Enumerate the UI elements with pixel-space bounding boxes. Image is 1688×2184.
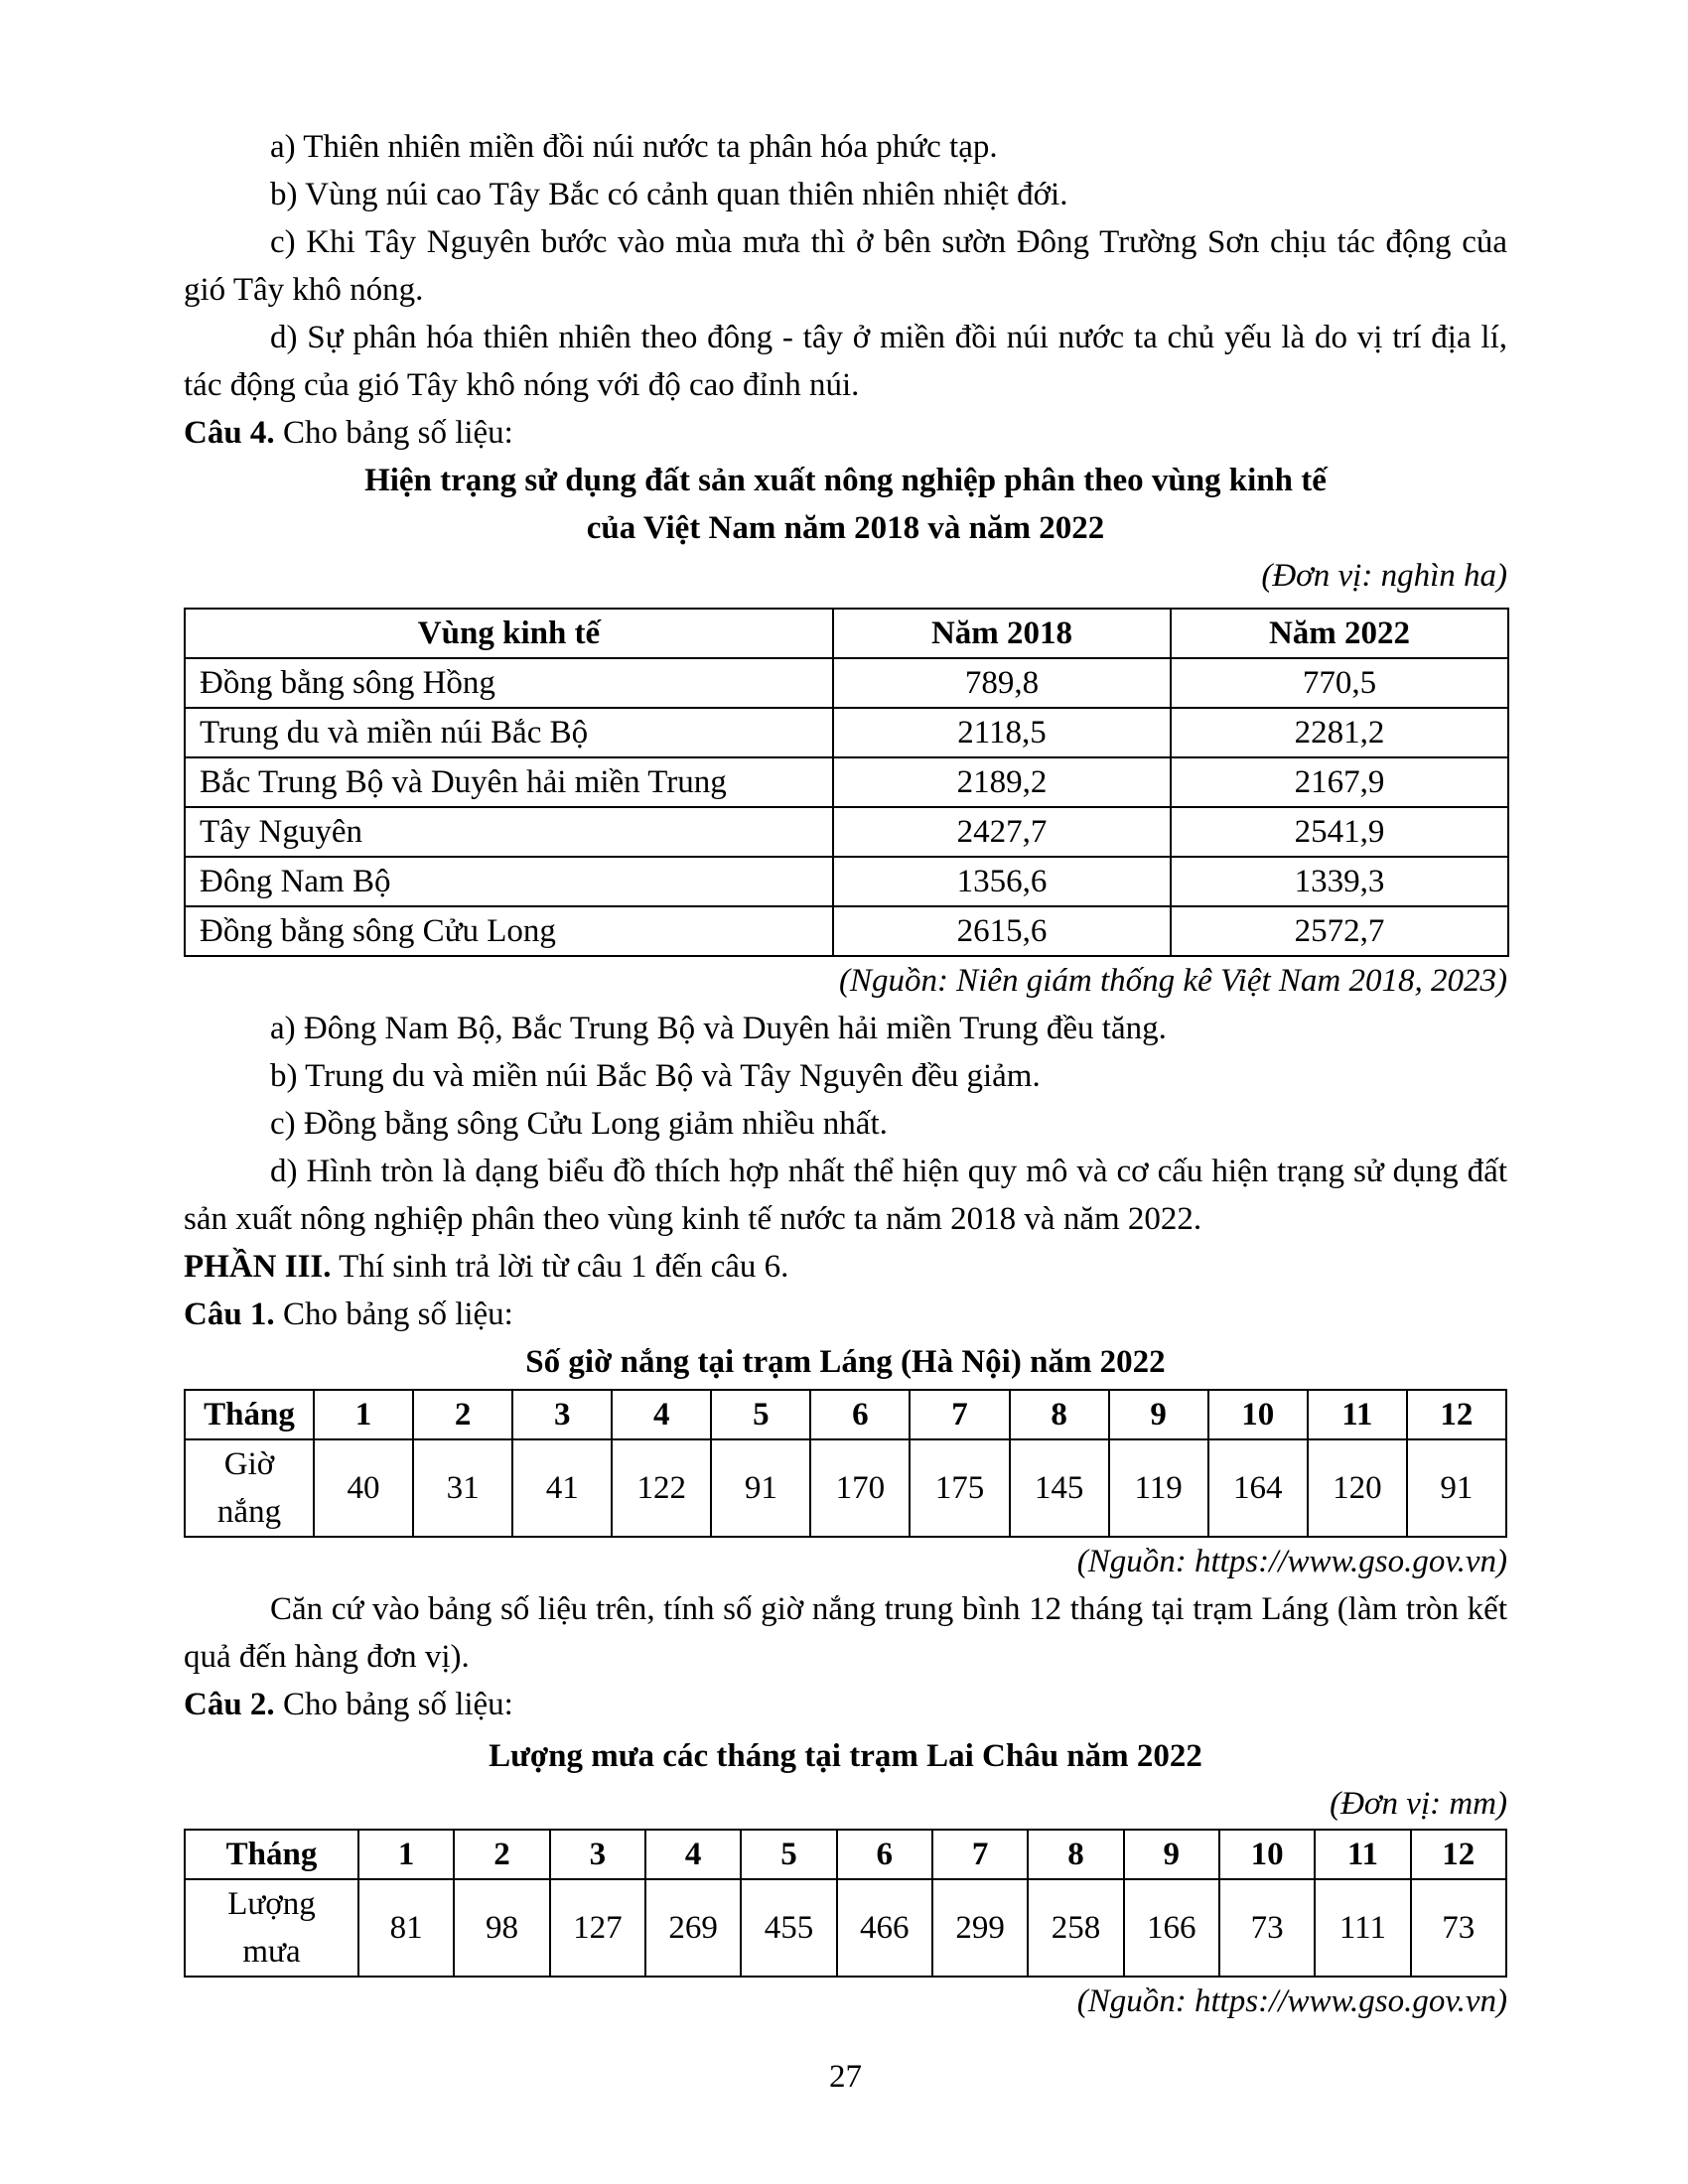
value-cell: 73 [1219, 1879, 1315, 1977]
month-cell: 7 [910, 1390, 1009, 1439]
value-cell: 1356,6 [833, 857, 1171, 906]
value-cell: 770,5 [1171, 658, 1508, 708]
cau2-source-note: (Nguồn: https://www.gso.gov.vn) [1076, 1983, 1507, 2019]
value-cell: 119 [1109, 1439, 1208, 1537]
cau4-intro: Cho bảng số liệu: [274, 415, 513, 451]
col-header-2022: Năm 2022 [1171, 609, 1508, 658]
phan3-heading [184, 1243, 1507, 1291]
month-cell: 2 [413, 1390, 512, 1439]
value-cell: 2281,2 [1171, 708, 1508, 757]
region-cell: Đồng bằng sông Hồng [185, 658, 833, 708]
cau4-option-d: d) Hình tròn là dạng biểu đồ thích hợp nhất thể hiện quy mô và cơ cấu hiện trạng sử dụng đất sản xuất nông nghiệp phân theo vùng kinh tế nước ta năm 2018 và năm 2022. [184, 1154, 1507, 1237]
cau2-table-title: Lượng mưa các tháng tại trạm Lai Châu năm 2022 [489, 1738, 1202, 1774]
value-cell: 1339,3 [1171, 857, 1508, 906]
value-cell: 170 [810, 1439, 910, 1537]
cau4-option-c: c) Đồng bằng sông Cửu Long giảm nhiều nhất. [270, 1106, 888, 1142]
table-row [185, 807, 1508, 857]
value-cell: 164 [1208, 1439, 1308, 1537]
cau4-source-note: (Nguồn: Niên giám thống kê Việt Nam 2018, 2023) [838, 963, 1507, 999]
table-row [185, 757, 1508, 807]
value-cell: 269 [645, 1879, 741, 1977]
value-cell: 91 [1407, 1439, 1506, 1537]
value-cell: 258 [1028, 1879, 1123, 1977]
cau2-heading [184, 1681, 1507, 1728]
land-use-table [184, 608, 1509, 957]
cau1-task-text: Căn cứ vào bảng số liệu trên, tính số giờ nắng trung bình 12 tháng tại trạm Láng (làm tròn kết quả đến hàng đơn vị). [184, 1591, 1507, 1675]
value-cell: 2118,5 [833, 708, 1171, 757]
month-cell: 5 [711, 1390, 810, 1439]
month-cell: 3 [550, 1830, 645, 1879]
value-cell: 145 [1010, 1439, 1109, 1537]
value-cell: 111 [1315, 1879, 1410, 1977]
month-row-header: Tháng [185, 1830, 358, 1879]
month-cell: 10 [1208, 1390, 1308, 1439]
sun-hours-table [184, 1389, 1507, 1538]
cau2-label: Câu 2. [184, 1687, 275, 1722]
month-cell: 1 [314, 1390, 413, 1439]
month-cell: 6 [837, 1830, 932, 1879]
table-row [185, 857, 1508, 906]
value-cell: 175 [910, 1439, 1009, 1537]
table-header-row [185, 1390, 1506, 1439]
cau4-label: Câu 4. [184, 415, 275, 451]
region-cell: Đồng bằng sông Cửu Long [185, 906, 833, 956]
cau4-heading [184, 409, 1507, 457]
month-row-header: Tháng [185, 1390, 314, 1439]
cau4-table-title-line1: Hiện trạng sử dụng đất sản xuất nông nghiệp phân theo vùng kinh tế [364, 463, 1327, 498]
region-cell: Trung du và miền núi Bắc Bộ [185, 708, 833, 757]
region-cell: Bắc Trung Bộ và Duyên hải miền Trung [185, 757, 833, 807]
value-cell: 299 [932, 1879, 1028, 1977]
value-cell: 2167,9 [1171, 757, 1508, 807]
value-cell: 40 [314, 1439, 413, 1537]
value-cell: 455 [741, 1879, 836, 1977]
phan3-text: Thí sinh trả lời từ câu 1 đến câu 6. [331, 1249, 789, 1285]
value-cell: 122 [612, 1439, 711, 1537]
value-cell: 2541,9 [1171, 807, 1508, 857]
rainfall-table [184, 1829, 1507, 1978]
cau1-heading [184, 1291, 1507, 1338]
page-number: 27 [829, 2059, 862, 2095]
month-cell: 7 [932, 1830, 1028, 1879]
table-header-row [185, 1830, 1506, 1879]
value-cell: 2615,6 [833, 906, 1171, 956]
month-cell: 10 [1219, 1830, 1315, 1879]
value-cell: 98 [454, 1879, 549, 1977]
value-cell: 2189,2 [833, 757, 1171, 807]
table-row [185, 658, 1508, 708]
table-row [185, 906, 1508, 956]
table-data-row [185, 1879, 1506, 1977]
value-cell: 41 [512, 1439, 612, 1537]
value-cell: 120 [1308, 1439, 1407, 1537]
month-cell: 1 [358, 1830, 454, 1879]
cau4-unit-note: (Đơn vị: nghìn ha) [1261, 558, 1507, 594]
month-cell: 5 [741, 1830, 836, 1879]
value-cell: 91 [711, 1439, 810, 1537]
cau4-option-b: b) Trung du và miền núi Bắc Bộ và Tây Nguyên đều giảm. [270, 1058, 1041, 1094]
table-data-row [185, 1439, 1506, 1537]
month-cell: 9 [1124, 1830, 1219, 1879]
value-row-label: Lượng mưa [185, 1879, 358, 1977]
value-row-label: Giờ nắng [185, 1439, 314, 1537]
cau2-intro: Cho bảng số liệu: [274, 1687, 513, 1722]
month-cell: 9 [1109, 1390, 1208, 1439]
month-cell: 11 [1308, 1390, 1407, 1439]
region-cell: Đông Nam Bộ [185, 857, 833, 906]
value-cell: 166 [1124, 1879, 1219, 1977]
month-cell: 12 [1411, 1830, 1506, 1879]
cau2-unit-note: (Đơn vị: mm) [1330, 1786, 1507, 1822]
value-cell: 31 [413, 1439, 512, 1537]
region-cell: Tây Nguyên [185, 807, 833, 857]
value-cell: 81 [358, 1879, 454, 1977]
month-cell: 3 [512, 1390, 612, 1439]
cau1-intro: Cho bảng số liệu: [274, 1297, 513, 1332]
phan3-label: PHẦN III. [184, 1249, 332, 1285]
month-cell: 4 [645, 1830, 741, 1879]
month-cell: 6 [810, 1390, 910, 1439]
month-cell: 12 [1407, 1390, 1506, 1439]
value-cell: 466 [837, 1879, 932, 1977]
month-cell: 8 [1010, 1390, 1109, 1439]
month-cell: 11 [1315, 1830, 1410, 1879]
prev-option-a: a) Thiên nhiên miền đồi núi nước ta phân hóa phức tạp. [270, 129, 998, 165]
col-header-region: Vùng kinh tế [185, 609, 833, 658]
cau4-option-a: a) Đông Nam Bộ, Bắc Trung Bộ và Duyên hải miền Trung đều tăng. [270, 1011, 1167, 1046]
value-cell: 789,8 [833, 658, 1171, 708]
month-cell: 4 [612, 1390, 711, 1439]
prev-option-b: b) Vùng núi cao Tây Bắc có cảnh quan thiên nhiên nhiệt đới. [270, 177, 1068, 212]
col-header-2018: Năm 2018 [833, 609, 1171, 658]
table-row [185, 708, 1508, 757]
value-cell: 127 [550, 1879, 645, 1977]
value-cell: 73 [1411, 1879, 1506, 1977]
value-cell: 2427,7 [833, 807, 1171, 857]
cau4-table-title-line2: của Việt Nam năm 2018 và năm 2022 [586, 510, 1105, 546]
cau1-label: Câu 1. [184, 1297, 275, 1332]
value-cell: 2572,7 [1171, 906, 1508, 956]
month-cell: 2 [454, 1830, 549, 1879]
prev-option-c: c) Khi Tây Nguyên bước vào mùa mưa thì ở bên sườn Đông Trường Sơn chịu tác động của gió Tây khô nóng. [184, 224, 1507, 308]
cau1-source-note: (Nguồn: https://www.gso.gov.vn) [1076, 1544, 1507, 1579]
table-header-row [185, 609, 1508, 658]
month-cell: 8 [1028, 1830, 1123, 1879]
cau1-table-title: Số giờ nắng tại trạm Láng (Hà Nội) năm 2022 [525, 1344, 1166, 1380]
prev-option-d: d) Sự phân hóa thiên nhiên theo đông - tây ở miền đồi núi nước ta chủ yếu là do vị trí địa lí, tác động của gió Tây khô nóng với độ cao đỉnh núi. [184, 320, 1507, 403]
